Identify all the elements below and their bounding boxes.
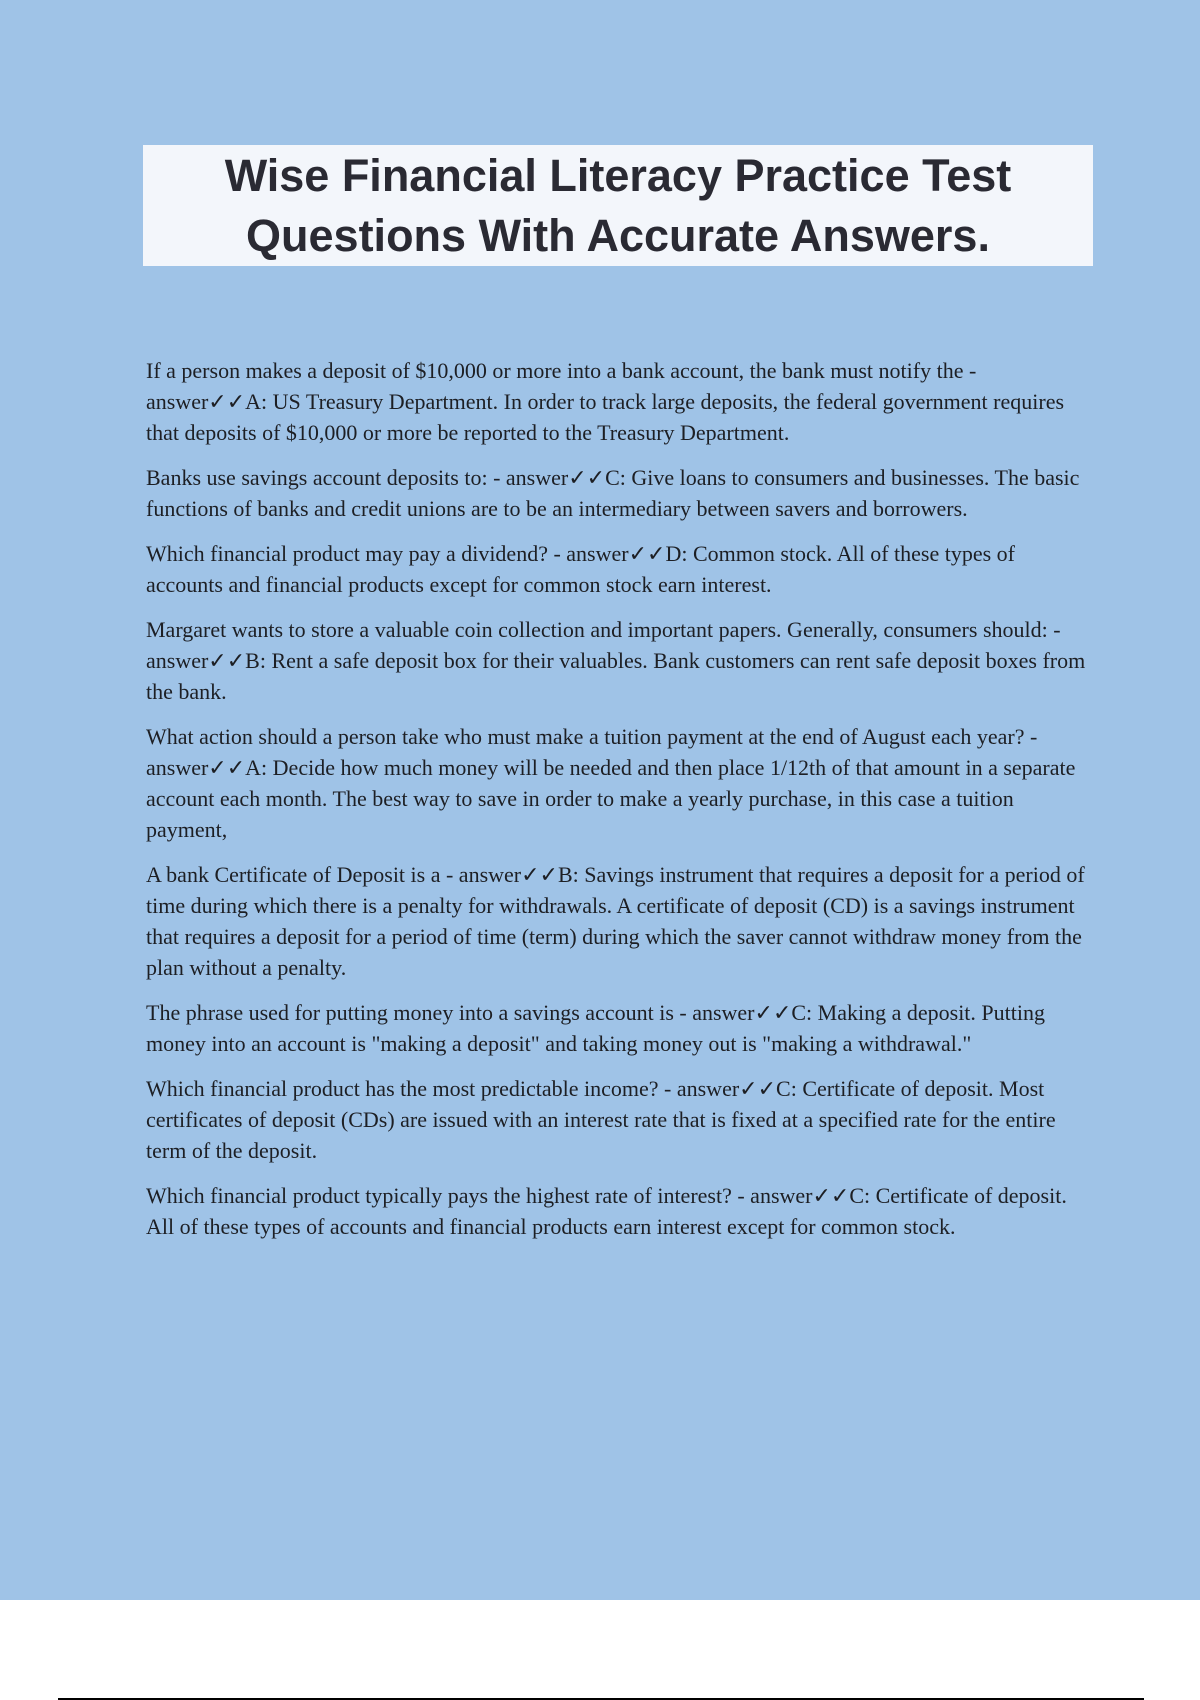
qa-item-1: If a person makes a deposit of $10,000 or more into a bank account, the bank must notify the - answer✓✓A: US Treasury Department. In order to track large deposits, the federal government requires that deposits of $10,000 or more be reported to the Treasury Department. — [146, 358, 1065, 445]
qa-item-7: The phrase used for putting money into a savings account is - answer✓✓C: Making a deposit. Putting money into an account is "making a deposit" and taking money out is "making a withdrawal." — [146, 1000, 1045, 1056]
document-title-line-2: Questions With Accurate Answers. — [246, 209, 990, 261]
title-banner — [143, 145, 1093, 266]
qa-item-3: Which financial product may pay a dividend? - answer✓✓D: Common stock. All of these types of accounts and financial products except for common stock earn interest. — [146, 541, 1015, 597]
question-answer-list — [146, 355, 1086, 1256]
qa-item-5: What action should a person take who must make a tuition payment at the end of August each year? - answer✓✓A: Decide how much money will be needed and then place 1/12th of that amount in a separate account each month. The best way to save in order to make a yearly purchase, in this case a tuition payment, — [146, 724, 1076, 842]
qa-item-2: Banks use savings account deposits to: - answer✓✓C: Give loans to consumers and businesses. The basic functions of banks and credit unions are to be an intermediary between savers and borrowers. — [146, 465, 1080, 521]
document-title-line-1: Wise Financial Literacy Practice Test — [224, 149, 1012, 201]
qa-item-4: Margaret wants to store a valuable coin collection and important papers. Generally, consumers should: - answer✓✓B: Rent a safe deposit box for their valuables. Bank customers can rent safe deposit boxes from the bank. — [146, 617, 1086, 704]
qa-item-9: Which financial product typically pays the highest rate of interest? - answer✓✓C: Certificate of deposit. All of these types of accounts and financial products earn interest except for common stock. — [146, 1183, 1067, 1239]
qa-item-8: Which financial product has the most predictable income? - answer✓✓C: Certificate of deposit. Most certificates of deposit (CDs) are issued with an interest rate that is fixed at a specified rate for the entire term of the deposit. — [146, 1076, 1056, 1163]
qa-item-6: A bank Certificate of Deposit is a - answer✓✓B: Savings instrument that requires a deposit for a period of time during which there is a penalty for withdrawals. A certificate of deposit (CD) is a savings instrument that requires a deposit for a period of time (term) during which the saver cannot withdraw money from the plan without a penalty. — [146, 862, 1085, 980]
